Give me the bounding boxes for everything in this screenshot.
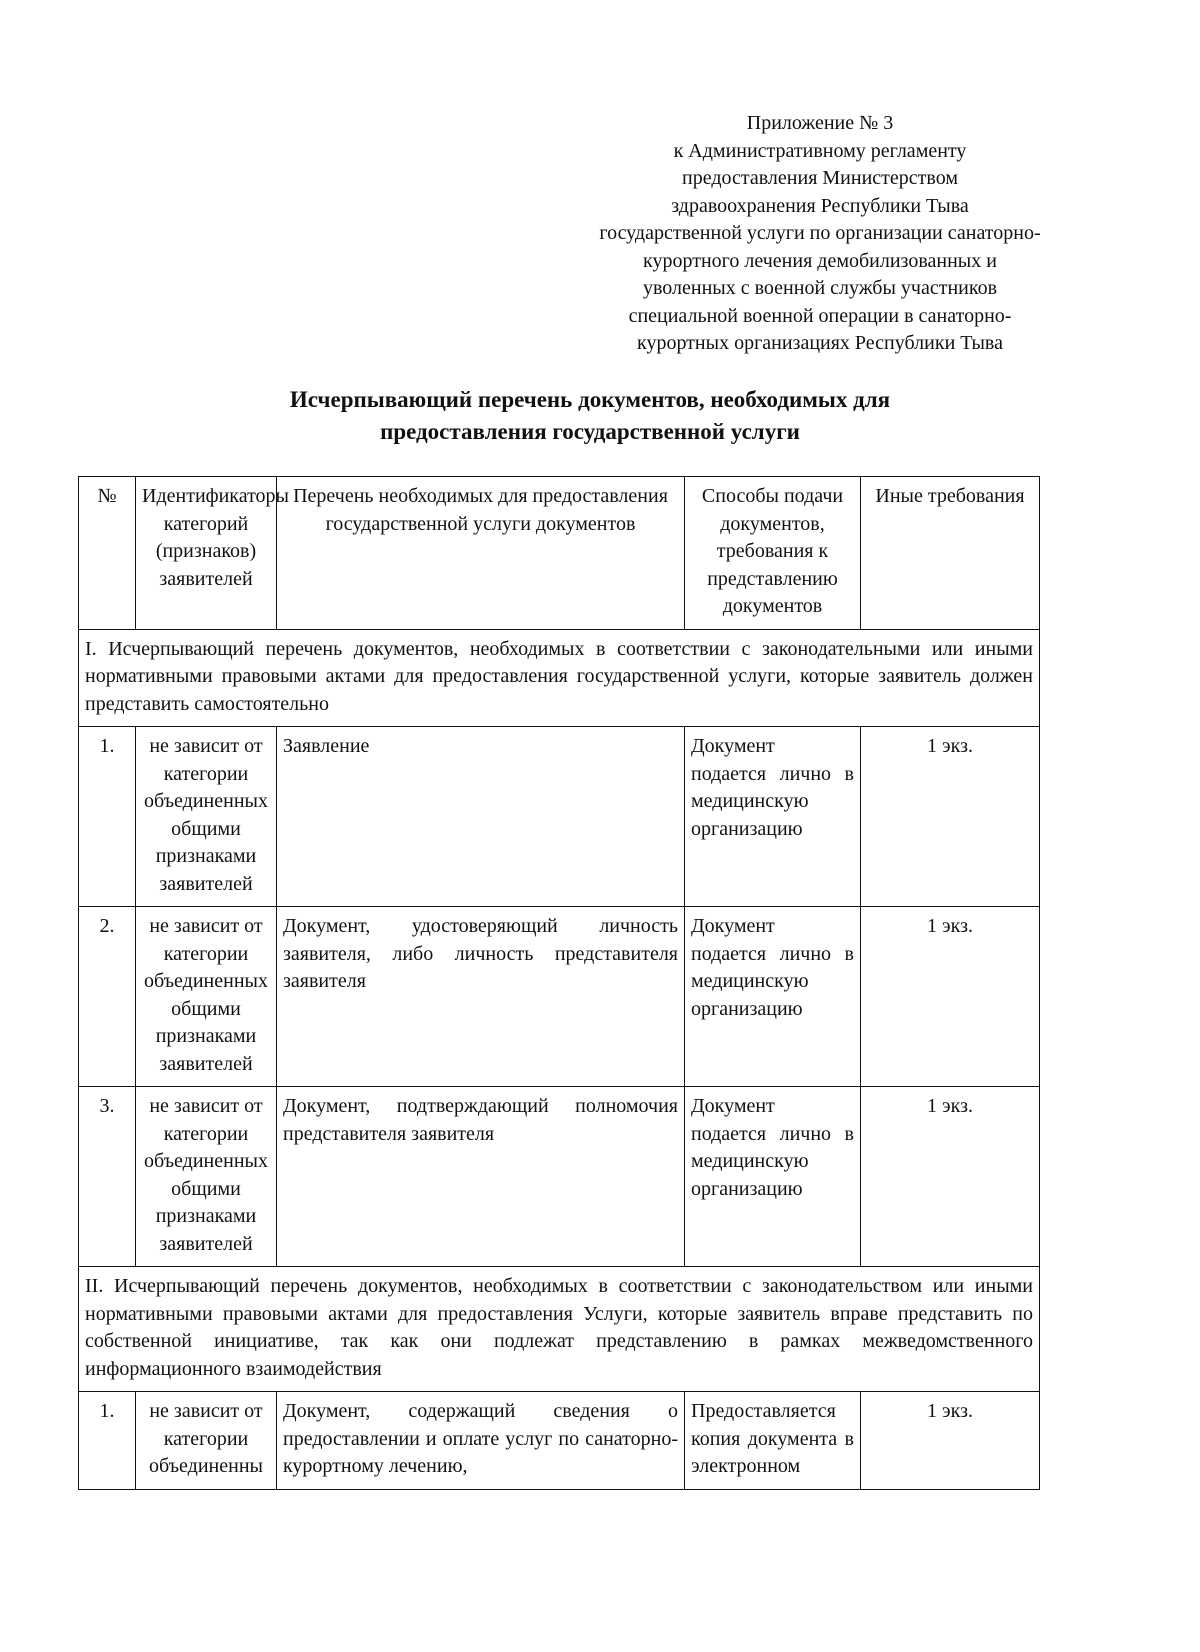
- row-document: Заявление: [277, 727, 685, 907]
- table-row: [79, 727, 1040, 907]
- row-copies: 1 экз.: [861, 907, 1040, 1087]
- row-copies: 1 экз.: [861, 1087, 1040, 1267]
- row-submission: Документ подается лично в медицинскую организацию: [685, 1087, 861, 1267]
- row-number: 1.: [79, 727, 136, 907]
- header-documents: Перечень необходимых для предоставления государственной услуги документов: [277, 477, 685, 630]
- row-number: 1.: [79, 1392, 136, 1490]
- appendix-line: здравоохранения Республики Тыва: [671, 194, 969, 217]
- row-document: Документ, подтверждающий полномочия представителя заявителя: [277, 1087, 685, 1267]
- row-copies: 1 экз.: [861, 727, 1040, 907]
- appendix-line: к Административному регламенту: [673, 139, 967, 162]
- row-submission: Документ подается лично в медицинскую организацию: [685, 907, 861, 1087]
- section-1-heading: I. Исчерпывающий перечень документов, необходимых в соответствии с законодательными или иными нормативными правовыми актами для предоставления государственной услуги, которые заявитель должен представить самостоятельно: [79, 629, 1040, 727]
- header-num: №: [79, 477, 136, 630]
- appendix-line: Приложение № 3: [746, 112, 894, 134]
- table-row: [79, 1392, 1040, 1490]
- row-number: 3.: [79, 1087, 136, 1267]
- row-copies: 1 экз.: [861, 1392, 1040, 1490]
- document-title: [80, 384, 1100, 448]
- appendix-line: уволенных с военной службы участников: [642, 277, 998, 299]
- section-2-heading: II. Исчерпывающий перечень документов, необходимых в соответствии с законодательством или иными нормативными правовыми актами для предоставления Услуги, которые заявитель вправе представить по собственной инициативе, так как они подлежат представлению в рамках межведомственного информационного взаимодействия: [79, 1267, 1040, 1392]
- row-submission: Документ подается лично в медицинскую организацию: [685, 727, 861, 907]
- appendix-line: курортных организациях Республики Тыва: [637, 332, 1003, 354]
- section-1-heading-row: [79, 629, 1040, 727]
- header-other: Иные требования: [861, 477, 1040, 630]
- row-submission: Предоставляется копия документа в электронном: [685, 1392, 861, 1490]
- appendix-header: [520, 110, 1120, 358]
- appendix-line: государственной услуги по организации санаторно-: [599, 222, 1041, 244]
- row-category: не зависит от категории объединенных общими признаками заявителей: [136, 727, 277, 907]
- table-header-row: [79, 477, 1040, 630]
- title-line-2: предоставления государственной услуги: [380, 419, 800, 444]
- documents-table: [78, 476, 1040, 1490]
- table-row: [79, 1087, 1040, 1267]
- appendix-line: курортного лечения демобилизованных и: [643, 249, 997, 272]
- appendix-line: специальной военной операции в санаторно-: [628, 304, 1012, 327]
- row-category: не зависит от категории объединенных общими признаками заявителей: [136, 907, 277, 1087]
- section-2-heading-row: [79, 1267, 1040, 1392]
- row-category: не зависит от категории объединенны: [136, 1392, 277, 1490]
- row-document: Документ, содержащий сведения о предоставлении и оплате услуг по санаторно-курортному лечению,: [277, 1392, 685, 1490]
- title-line-1: Исчерпывающий перечень документов, необходимых для: [289, 387, 891, 412]
- table-row: [79, 907, 1040, 1087]
- header-submission: Способы подачи документов, требования к представлению документов: [685, 477, 861, 630]
- appendix-line: предоставления Министерством: [682, 167, 958, 189]
- row-number: 2.: [79, 907, 136, 1087]
- row-document: Документ, удостоверяющий личность заявителя, либо личность представителя заявителя: [277, 907, 685, 1087]
- header-category: Идентификаторы категорий (признаков) заявителей: [136, 477, 277, 630]
- row-category: не зависит от категории объединенных общими признаками заявителей: [136, 1087, 277, 1267]
